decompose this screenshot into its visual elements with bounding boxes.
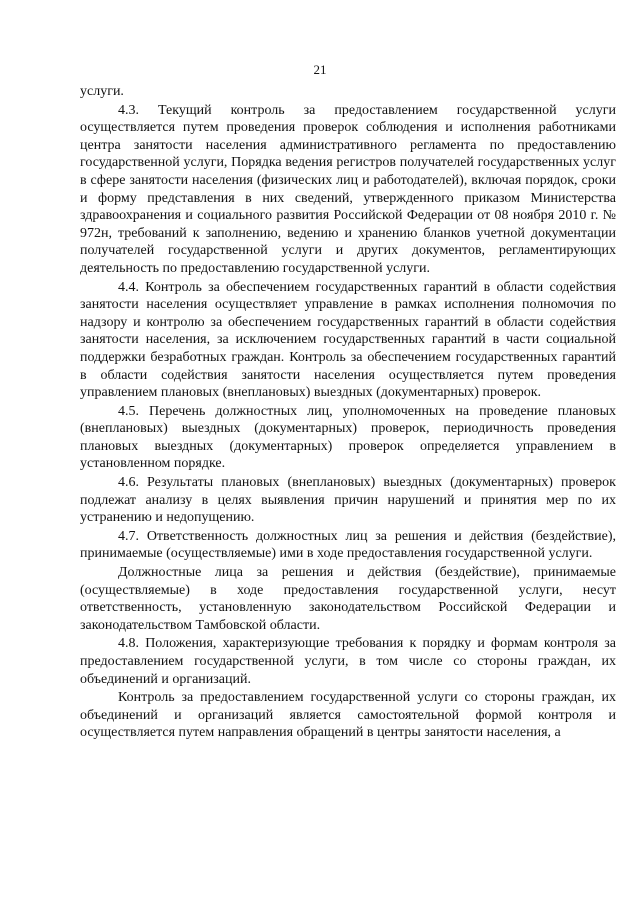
paragraph-continuation: услуги. (80, 84, 124, 99)
page-number: 21 (313, 62, 327, 77)
paragraph-4-3: 4.3. Текущий контроль за предоставлением государственной услуги осуществляется путем проведения проверок соблюдения и исполнения работниками центра занятости населения административного регламента по предоставлению государственной услуги, Порядка ведения регистров получателей государственных услуг в сфере занятости населения (физических лиц и работодателей), включая порядок, сроки и форму представления в них сведений, утвержденного приказом Министерства здравоохранения и социального развития Российской Федерации от 08 ноября 2010 г. № 972н, требований к заполнению, ведению и хранению бланков учетной документации получателей государственной услуги и других документов, регламентирующих деятельность по предоставлению государственной услуги. (80, 102, 616, 276)
paragraph-4-6: 4.6. Результаты плановых (внеплановых) выездных (документарных) проверок подлежат анализу в целях выявления причин нарушений и принятия мер по их устранению и недопущению. (80, 475, 616, 526)
document-body (80, 83, 616, 743)
paragraph-4-8: 4.8. Положения, характеризующие требования к порядку и формам контроля за предоставлением государственной услуги, в том числе со стороны граждан, их объединений и организаций. (80, 636, 616, 687)
paragraph-4-5: 4.5. Перечень должностных лиц, уполномоченных на проведение плановых (внеплановых) выездных (документарных) проверок, периодичность проведения плановых выездных (документарных) проверок определяется управлением в установленном порядке. (80, 403, 616, 472)
paragraph-4-7: 4.7. Ответственность должностных лиц за решения и действия (бездействие), принимаемые (осуществляемые) ими в ходе предоставления государственной услуги. (80, 528, 616, 562)
paragraph-officials-responsibility: Должностные лица за решения и действия (бездействие), принимаемые (осуществляемые) в ходе предоставления государственной услуги, несут ответственность, установленную законодательством Российской Федерации и законодательством Тамбовской области. (80, 565, 616, 633)
paragraph-4-4: 4.4. Контроль за обеспечением государственных гарантий в области содействия занятости населения осуществляет управление в рамках исполнения полномочия по надзору и контролю за обеспечением государственных гарантий в области содействия занятости населения, за исключением государственных гарантий в части социальной поддержки безработных граждан. Контроль за обеспечением государственных гарантий в области содействия занятости населения осуществляется путем проведения управлением плановых (внеплановых) выездных (документарных) проверок. (80, 279, 616, 401)
paragraph-public-control: Контроль за предоставлением государственной услуги со стороны граждан, их объединений и организаций является самостоятельной формой контроля и осуществляется путем направления обращений в центры занятости населения, а (80, 690, 616, 741)
